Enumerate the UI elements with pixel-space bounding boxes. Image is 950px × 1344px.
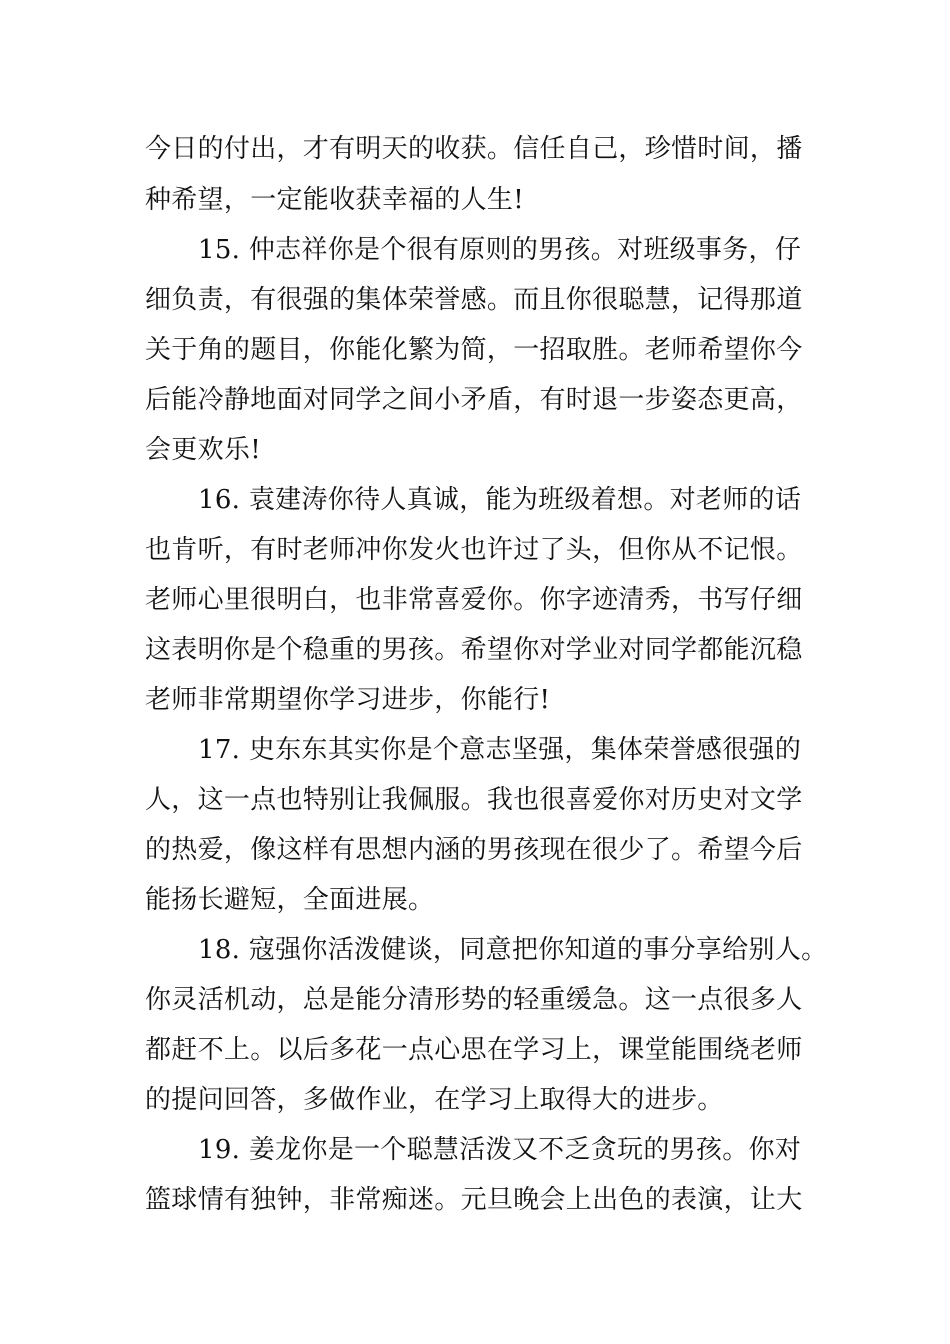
text-line: 今日的付出，才有明天的收获。信任自己，珍惜时间，播 (145, 134, 803, 164)
text-line: 能扬长避短，全面进展。 (145, 885, 435, 915)
text-line: 这表明你是个稳重的男孩。希望你对学业对同学都能沉稳 (145, 635, 803, 665)
text-line: 都赶不上。以后多花一点心思在学习上，课堂能围绕老师 (145, 1035, 803, 1065)
paragraph-17-start: 17. 史东东其实你是个意志坚强，集体荣誉感很强的 (198, 735, 802, 765)
text-line: 的提问回答，多做作业，在学习上取得大的进步。 (145, 1085, 724, 1115)
text-line: 也肯听，有时老师冲你发火也许过了头，但你从不记恨。 (145, 535, 803, 565)
text-line: 细负责，有很强的集体荣誉感。而且你很聪慧，记得那道 (145, 285, 803, 315)
text-line: 会更欢乐! (145, 435, 261, 465)
text-line: 老师心里很明白，也非常喜爱你。你字迹清秀，书写仔细 (145, 585, 803, 615)
text-line: 老师非常期望你学习进步，你能行! (145, 685, 551, 715)
text-line: 人，这一点也特别让我佩服。我也很喜爱你对历史对文学 (145, 785, 803, 815)
text-line: 种希望，一定能收获幸福的人生! (145, 185, 524, 215)
text-line: 的热爱，像这样有思想内涵的男孩现在很少了。希望今后 (145, 835, 803, 865)
paragraph-16-start: 16. 袁建涛你待人真诚，能为班级着想。对老师的话 (198, 485, 802, 515)
text-line: 关于角的题目，你能化繁为简，一招取胜。老师希望你今 (145, 335, 803, 365)
paragraph-18-start: 18. 寇强你活泼健谈，同意把你知道的事分享给别人。 (198, 935, 828, 965)
text-line: 你灵活机动，总是能分清形势的轻重缓急。这一点很多人 (145, 985, 803, 1015)
text-line: 后能冷静地面对同学之间小矛盾，有时退一步姿态更高， (145, 385, 803, 415)
text-line: 篮球情有独钟，非常痴迷。元旦晚会上出色的表演，让大 (145, 1185, 803, 1215)
paragraph-19-start: 19. 姜龙你是一个聪慧活泼又不乏贪玩的男孩。你对 (198, 1135, 802, 1165)
paragraph-15-start: 15. 仲志祥你是个很有原则的男孩。对班级事务，仔 (198, 235, 802, 265)
